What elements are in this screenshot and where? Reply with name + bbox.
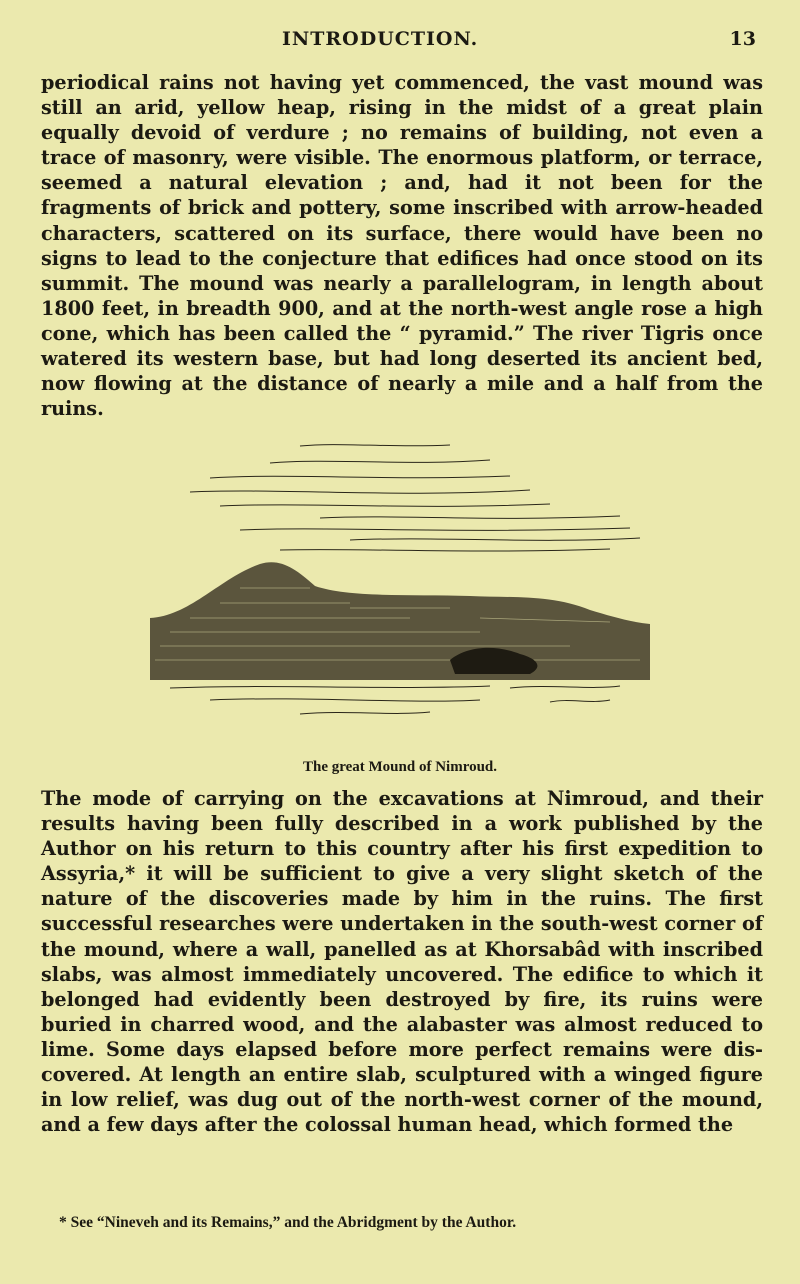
running-head [0, 28, 800, 58]
running-title: INTRODUCTION. [282, 28, 479, 50]
body-paragraph-2: The mode of carrying on the excavations at Nimroud, and their results having been fully described in a work published by the Author on his return to this country after his first expedition to Assyria,* it will be sufficient to give a very slight sketch of the nature of the discoveries made by him in the ruins. The first successful researches were undertaken in the south-west corner of the mound, where a wall, panelled as at Khorsabâd with inscribed slabs, was almost immediately uncovered. The edifice to which it belonged had evidently been destroyed by fire, its ruins were buried in charred wood, and the alabaster was almost reduced to lime. Some days elapsed before more perfect remains were dis-covered. At length an entire slab, sculptured with a winged figure in low relief, was dug out of the north-west corner of the mound, and a few days after the colossal human head, which formed the [41, 787, 763, 1137]
footnote: * See “Nineveh and its Remains,” and the Abridgment by the Author. [59, 1214, 517, 1231]
body-paragraph-1: periodical rains not having yet commenced, the vast mound was still an arid, yellow heap, rising in the midst of a great plain equally devoid of verdure ; no remains of building, not even a trace of masonry, were visible. The enormous platform, or terrace, seemed a natural elevation ; and, had it not been for the fragments of brick and pottery, some inscribed with arrow-headed characters, scattered on its surface, there would have been no signs to lead to the conjecture that edifices had once stood on its summit. The mound was nearly a parallelogram, in length about 1800 feet, in breadth 900, and at the north-west angle rose a high cone, which has been called the “ pyramid.” The river Tigris once watered its western base, but had long deserted its ancient bed, now flowing at the distance of nearly a mile and a half from the ruins. [41, 71, 763, 421]
page-number: 13 [729, 28, 756, 50]
mound-engraving [150, 418, 650, 746]
figure-caption: The great Mound of Nimroud. [302, 759, 498, 775]
